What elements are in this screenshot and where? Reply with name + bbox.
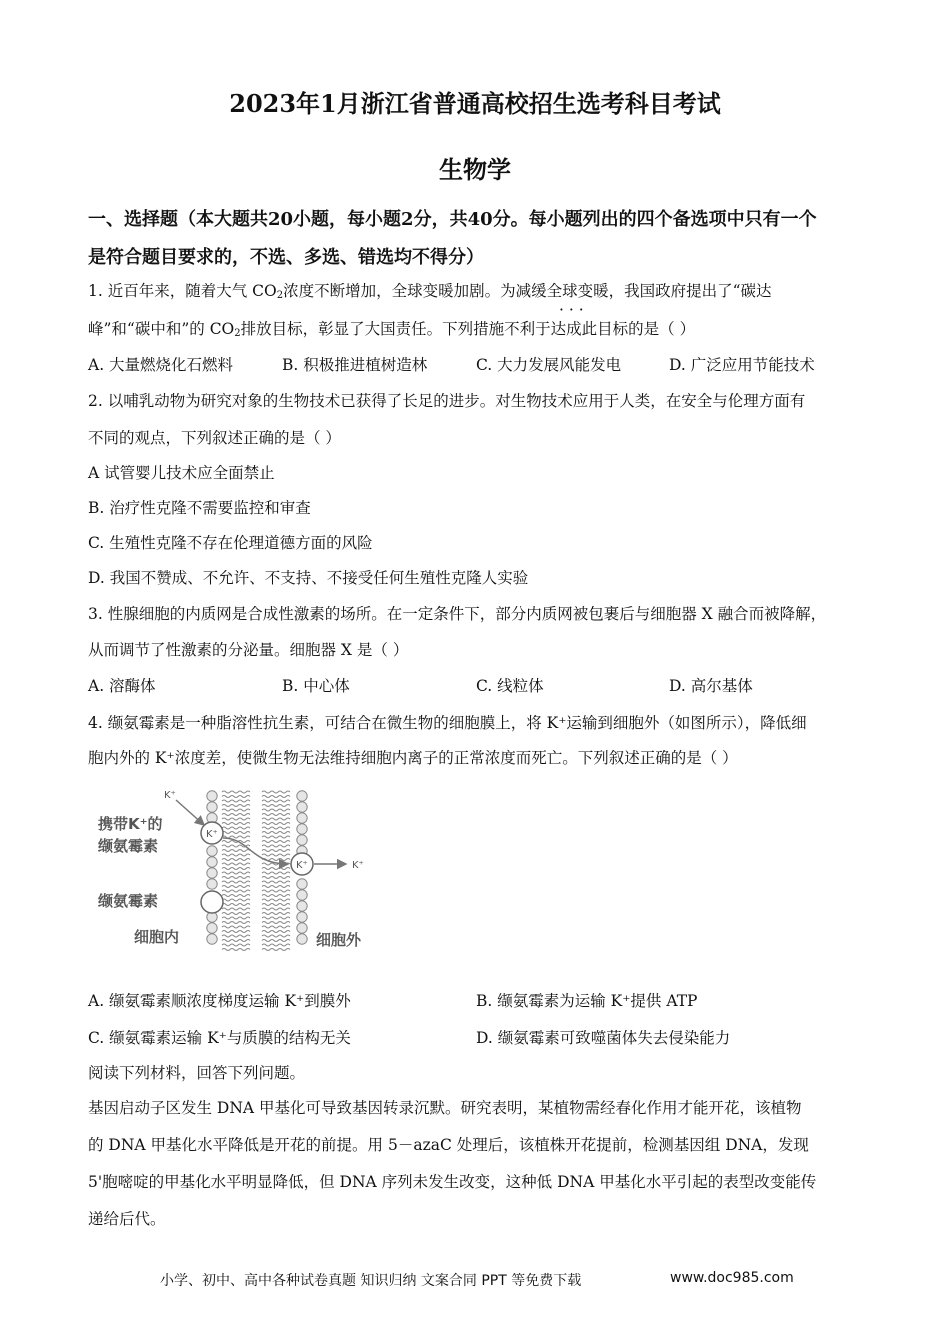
q2-option-d: D. 我国不赞成、不允许、不支持、不接受任何生殖性克隆人实验: [88, 569, 529, 587]
material-line2: 的 DNA 甲基化水平降低是开花的前提。用 5－azaC 处理后，该植株开花提前，检测基因组 DNA，发现: [88, 1136, 809, 1154]
phospholipid-head: [297, 835, 307, 845]
label-carrier-line1: 携带K⁺的: [98, 815, 163, 833]
phospholipid-head: [297, 813, 307, 823]
phospholipid-head: [297, 901, 307, 911]
q3-stem-line2: 从而调节了性激素的分泌量。细胞器 X 是（ ）: [88, 641, 409, 659]
ion-in-ring2: K⁺: [296, 860, 308, 871]
q2-stem-line2: 不同的观点，下列叙述正确的是（ ）: [88, 429, 341, 447]
phospholipid-head: [297, 802, 307, 812]
lipid-tail: [222, 935, 250, 937]
lipid-tail: [222, 809, 250, 811]
material-line1: 基因启动子区发生 DNA 甲基化可导致基因转录沉默。研究表明，某植物需经春化作用才能开花，该植物: [88, 1099, 802, 1117]
lipid-tail: [222, 881, 250, 883]
lipid-tail: [262, 827, 290, 829]
lipid-tail: [222, 850, 250, 852]
phospholipid-head: [207, 879, 217, 889]
q1-option-d: D. 广泛应用节能技术: [669, 356, 815, 374]
lipid-tail: [262, 913, 290, 915]
lipid-tail: [262, 895, 290, 897]
lipid-tail: [222, 940, 250, 942]
q2-option-a: A 试管婴儿技术应全面禁止: [88, 464, 275, 482]
lipid-tail: [222, 818, 250, 820]
q3-option-c: C. 线粒体: [476, 677, 544, 695]
lipid-tail: [222, 877, 250, 879]
q1-emphasis-dots: · · ·: [559, 301, 584, 319]
q1-stem-line2: 峰”和“碳中和”的 $CO_2$排放目标，彰显了大国责任。下列措施不利于达成此目标的是（ ）: [88, 320, 696, 339]
lipid-tail: [262, 899, 290, 901]
phospholipid-head: [207, 934, 217, 944]
phospholipid-head: [297, 791, 307, 801]
lipid-tail: [262, 881, 290, 883]
lipid-tail: [262, 926, 290, 928]
lipid-tail: [222, 908, 250, 910]
lipid-tail: [222, 922, 250, 924]
ion-top-label: K⁺: [164, 790, 176, 801]
q4-option-a: A. 缬氨霉素顺浓度梯度运输 K⁺到膜外: [88, 992, 351, 1010]
label-cell-outside: 细胞外: [316, 931, 362, 949]
lipid-tail: [222, 890, 250, 892]
lipid-tail: [222, 886, 250, 888]
q3-option-b: B. 中心体: [282, 677, 350, 695]
q1-option-b: B. 积极推进植树造林: [282, 356, 428, 374]
membrane-right-tails: [262, 791, 290, 951]
lipid-tail: [262, 854, 290, 856]
material-intro: 阅读下列材料，回答下列问题。: [88, 1064, 306, 1082]
lipid-tail: [262, 791, 290, 793]
lipid-tail: [262, 832, 290, 834]
phospholipid-head: [207, 923, 217, 933]
phospholipid-head: [297, 824, 307, 834]
ion-right-label: K⁺: [352, 860, 364, 871]
lipid-tail: [222, 944, 250, 946]
phospholipid-head: [297, 923, 307, 933]
q3-option-d: D. 高尔基体: [669, 677, 753, 695]
q4-option-c: C. 缬氨霉素运输 K⁺与质膜的结构无关: [88, 1029, 351, 1047]
lipid-tail: [222, 854, 250, 856]
phospholipid-head: [207, 857, 217, 867]
q1-option-c: C. 大力发展风能发电: [476, 356, 622, 374]
membrane-left-tails: [222, 791, 250, 951]
lipid-tail: [222, 868, 250, 870]
phospholipid-head: [297, 890, 307, 900]
q4-option-b: B. 缬氨霉素为运输 K⁺提供 ATP: [476, 992, 698, 1010]
lipid-tail: [262, 850, 290, 852]
q3-option-a: A. 溶酶体: [88, 677, 156, 695]
lipid-tail: [222, 949, 250, 951]
lipid-tail: [262, 922, 290, 924]
phospholipid-head: [297, 879, 307, 889]
lipid-tail: [262, 949, 290, 951]
phospholipid-head: [207, 846, 217, 856]
lipid-tail: [222, 913, 250, 915]
lipid-tail: [262, 805, 290, 807]
material-line4: 递给后代。: [88, 1210, 166, 1228]
lipid-tail: [222, 832, 250, 834]
lipid-tail: [222, 805, 250, 807]
lipid-tail: [262, 809, 290, 811]
lipid-tail: [262, 917, 290, 919]
lipid-tail: [262, 935, 290, 937]
lipid-tail: [222, 800, 250, 802]
ion-in-ring1: K⁺: [206, 829, 218, 840]
q3-stem-line1: 3. 性腺细胞的内质网是合成性激素的场所。在一定条件下，部分内质网被包裹后与细胞器 X 融合而被降解，: [88, 605, 827, 623]
valinomycin-membrane-figure: [90, 782, 400, 962]
footer-url[interactable]: www.doc985.com: [670, 1270, 794, 1286]
lipid-tail: [262, 904, 290, 906]
label-carrier-line2: 缬氨霉素: [98, 837, 159, 855]
q2-option-c: C. 生殖性克隆不存在伦理道德方面的风险: [88, 534, 373, 552]
lipid-tail: [222, 796, 250, 798]
section-heading-line2: 是符合题目要求的，不选、多选、错选均不得分）: [88, 247, 484, 268]
q2-option-b: B. 治疗性克隆不需要监控和审查: [88, 499, 311, 517]
lipid-tail: [222, 899, 250, 901]
lipid-tail: [262, 890, 290, 892]
section-heading-line1: 一、选择题（本大题共20小题，每小题2分，共40分。每小题列出的四个备选项中只有一个: [88, 209, 817, 230]
lipid-tail: [262, 944, 290, 946]
phospholipid-head: [207, 868, 217, 878]
lipid-tail: [262, 940, 290, 942]
lipid-tail: [262, 796, 290, 798]
lipid-tail: [222, 827, 250, 829]
lipid-tail: [222, 872, 250, 874]
lipid-tail: [222, 814, 250, 816]
q2-stem-line1: 2. 以哺乳动物为研究对象的生物技术已获得了长足的进步。对生物技术应用于人类，在安全与伦理方面有: [88, 392, 806, 410]
phospholipid-head: [207, 802, 217, 812]
lipid-tail: [262, 845, 290, 847]
exam-title: 2023年1月浙江省普通高校招生选考科目考试: [229, 89, 721, 118]
label-valinomycin: 缬氨霉素: [98, 892, 159, 910]
lipid-tail: [222, 931, 250, 933]
q4-stem-line2: 胞内外的 K⁺浓度差，使微生物无法维持细胞内离子的正常浓度而死亡。下列叙述正确的是（ ）: [88, 749, 738, 767]
q1-stem-line1: 1. 近百年来，随着大气 $CO_2$浓度不断增加，全球变暖加剧。为减缓全球变暖，我国政府提出了“碳达: [88, 282, 772, 301]
lipid-tail: [222, 904, 250, 906]
q4-stem-line1: 4. 缬氨霉素是一种脂溶性抗生素，可结合在微生物的细胞膜上，将 K⁺运输到细胞外（如图所示），降低细: [88, 714, 807, 732]
lipid-tail: [262, 868, 290, 870]
phospholipid-head: [297, 934, 307, 944]
lipid-tail: [262, 818, 290, 820]
lipid-tail: [222, 791, 250, 793]
lipid-tail: [262, 931, 290, 933]
material-line3: 5'胞嘧啶的甲基化水平明显降低，但 DNA 序列未发生改变，这种低 DNA 甲基化水平引起的表型改变能传: [88, 1173, 817, 1191]
arrow-k-entry: [176, 800, 204, 825]
membrane-left-heads: [207, 791, 217, 944]
lipid-tail: [262, 872, 290, 874]
lipid-tail: [222, 859, 250, 861]
lipid-tail: [262, 877, 290, 879]
lipid-tail: [262, 886, 290, 888]
q4-option-d: D. 缬氨霉素可致噬菌体失去侵染能力: [476, 1029, 731, 1047]
valinomycin-empty-ring: [201, 891, 223, 913]
q1-option-a: A. 大量燃烧化石燃料: [88, 356, 234, 374]
lipid-tail: [222, 917, 250, 919]
lipid-tail: [262, 823, 290, 825]
lipid-tail: [262, 836, 290, 838]
phospholipid-head: [297, 912, 307, 922]
label-cell-inside: 细胞内: [134, 928, 180, 946]
phospholipid-head: [207, 791, 217, 801]
lipid-tail: [222, 823, 250, 825]
lipid-tail: [222, 926, 250, 928]
lipid-tail: [262, 841, 290, 843]
lipid-tail: [262, 800, 290, 802]
subject-title: 生物学: [439, 155, 511, 184]
lipid-tail: [262, 908, 290, 910]
lipid-tail: [222, 895, 250, 897]
footer-text: 小学、初中、高中各种试卷真题 知识归纳 文案合同 PPT 等免费下载: [160, 1273, 582, 1289]
lipid-tail: [262, 814, 290, 816]
lipid-tail: [222, 863, 250, 865]
